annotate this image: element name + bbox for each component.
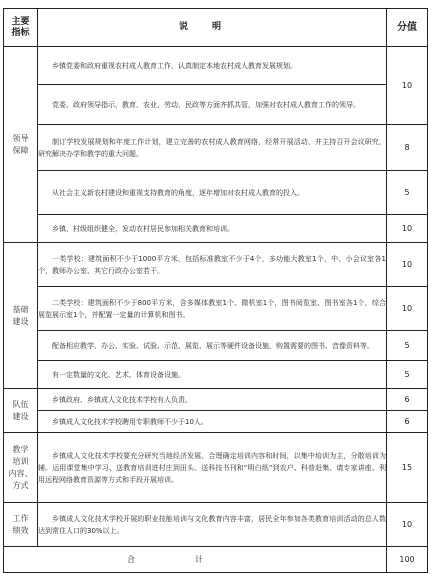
row-description: 乡镇成人文化技术学校开展的职业技能培训与文化教育内容丰富，居民全年参加各类教育培训活动的总人数达到常住人口的30%以上。 bbox=[38, 503, 387, 547]
row-score: 10 bbox=[387, 215, 428, 243]
table-row bbox=[4, 171, 428, 215]
row-score: 5 bbox=[387, 171, 428, 215]
row-score: 6 bbox=[387, 411, 428, 433]
category-teaching bbox=[4, 433, 38, 503]
table-row bbox=[4, 47, 428, 85]
row-score: 15 bbox=[387, 433, 428, 503]
category-staff bbox=[4, 389, 38, 433]
row-score: 6 bbox=[387, 389, 428, 411]
row-description: 乡镇、村级组织健全，发动农村居民参加相关教育和培训。 bbox=[38, 215, 387, 243]
table-row bbox=[4, 85, 428, 125]
table-row bbox=[4, 243, 428, 287]
evaluation-table-container bbox=[3, 8, 427, 564]
row-description: 乡镇党委和政府重视农村成人教育工作，认真制定本地农村成人教育发展规划。 bbox=[38, 47, 387, 85]
category-label: 基础 建设 bbox=[12, 304, 29, 326]
row-description: 一类学校：建筑面积不少于1000平方米，包括标准教室不少于4个，多功能大教室1个，中、小会议室各1个，教师办公室、其它行政办公室若干。 bbox=[38, 243, 387, 287]
row-description: 乡镇成人文化技术学校聘用专职教师不少于10人。 bbox=[38, 411, 387, 433]
evaluation-table bbox=[3, 8, 428, 573]
table-row bbox=[4, 215, 428, 243]
category-label: 工作 绩效 bbox=[12, 513, 29, 535]
row-score: 8 bbox=[387, 125, 428, 171]
row-description: 党委、政府领导指示，教育、农业、劳动、民政等方面齐抓共管，加强对农村成人教育工作的领导。 bbox=[38, 85, 387, 125]
header-category-text: 主要 指标 bbox=[11, 16, 30, 38]
table-row bbox=[4, 125, 428, 171]
header-category bbox=[4, 9, 38, 47]
header-description: 说明 bbox=[38, 9, 387, 47]
table-row bbox=[4, 433, 428, 503]
row-score: 5 bbox=[387, 361, 428, 389]
category-performance bbox=[4, 503, 38, 547]
row-score: 10 bbox=[387, 287, 428, 331]
table-row bbox=[4, 503, 428, 547]
row-description: 二类学校：建筑面积不少于800平方米，含多媒体教室1个、微机室1个，图书阅览室、图书室各1个，综合展览展示室1个，并配置一定量的计算机和图书。 bbox=[38, 287, 387, 331]
row-score: 10 bbox=[387, 243, 428, 287]
row-score: 10 bbox=[387, 47, 428, 125]
table-row bbox=[4, 331, 428, 361]
table-row bbox=[4, 389, 428, 411]
category-infrastructure bbox=[4, 243, 38, 389]
row-score: 10 bbox=[387, 503, 428, 547]
category-leadership bbox=[4, 47, 38, 243]
table-row bbox=[4, 411, 428, 433]
row-description: 制订学校发展规划和年度工作计划，建立完善的农村成人教育网络，经常开展活动，并主持召开会议研究，研究解决办学和教学的重大问题。 bbox=[38, 125, 387, 171]
table-header-row bbox=[4, 9, 428, 47]
total-score: 100 bbox=[387, 547, 428, 573]
category-label: 领导 保障 bbox=[12, 133, 29, 155]
category-label: 队伍 建设 bbox=[12, 399, 29, 421]
header-score: 分值 bbox=[387, 9, 428, 47]
row-description: 有一定数量的文化、艺术、体育设备设施。 bbox=[38, 361, 387, 389]
row-description: 从社会主义新农村建设和重视支持教育的角度，逐年增加对农村成人教育的投入。 bbox=[38, 171, 387, 215]
row-score: 5 bbox=[387, 331, 428, 361]
table-row bbox=[4, 287, 428, 331]
total-row bbox=[4, 547, 428, 573]
row-description: 配备相应教学、办公、实验、试验、示范、展览、展示等硬件设备设施，购置需要的图书、音像资料等。 bbox=[38, 331, 387, 361]
row-description: 乡镇成人文化技术学校要充分研究当地经济发展、合理确定培训内容和时间，以集中培训为主，分散培训为辅。运用课堂集中学习、送教育培训进村庄到田头、送科技书刊和“明白纸”到农户、科普赶集、请专家讲座、利用远程网络教育资源等方式和手段开展培训。 bbox=[38, 433, 387, 503]
table-row bbox=[4, 361, 428, 389]
row-description: 乡镇政府、乡镇成人文化技术学校有人负责。 bbox=[38, 389, 387, 411]
category-label: 教学 培训 内容、 方式 bbox=[8, 444, 33, 490]
total-label: 合计 bbox=[4, 547, 387, 573]
